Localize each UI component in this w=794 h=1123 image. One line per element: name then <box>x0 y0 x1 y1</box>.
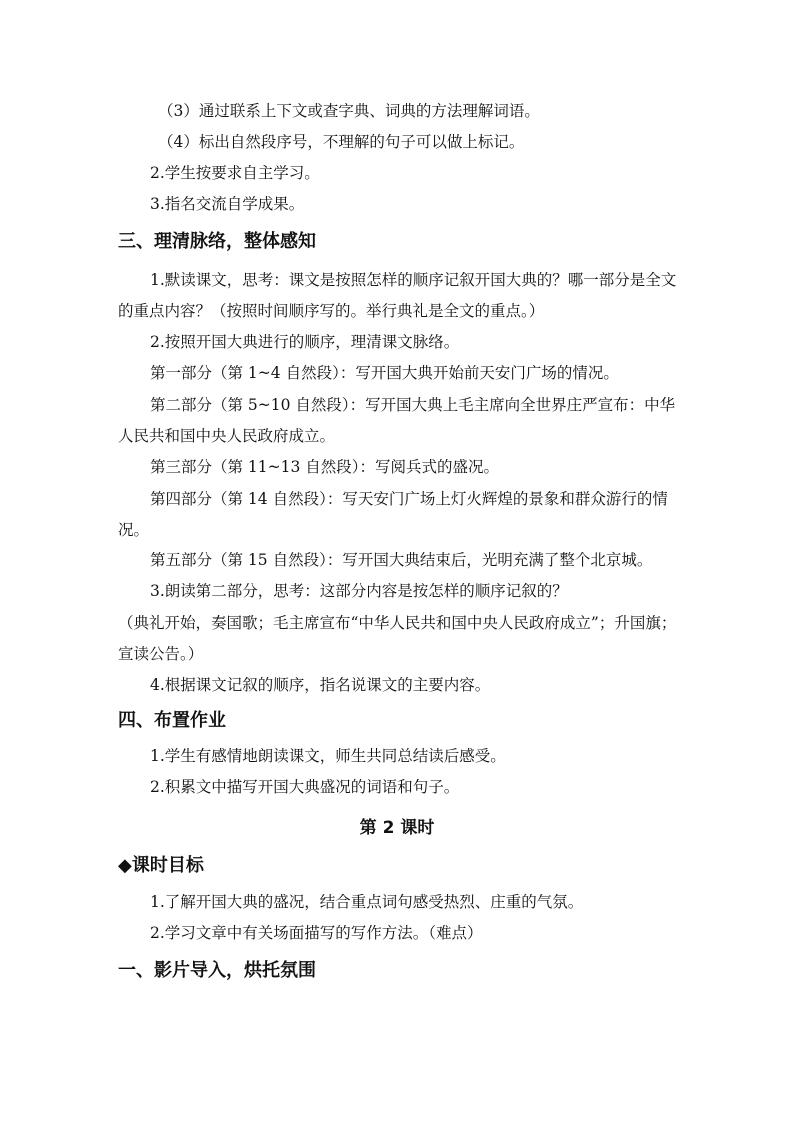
paragraph-homework-1: 1.学生有感情地朗读课文，师生共同总结读后感受。 <box>150 747 506 765</box>
paragraph-read-part-2: 3.朗读第二部分，思考：这部分内容是按怎样的顺序记叙的？ <box>150 582 568 600</box>
paragraph-part-3: 第三部分（第 11~13 自然段）：写阅兵式的盛况。 <box>150 458 500 476</box>
paragraph-homework-2: 2.积累文中描写开国大典盛况的词语和句子。 <box>150 778 460 796</box>
lesson-goal-heading: ◆课时目标 <box>118 855 204 876</box>
paragraph-silent-reading: 1.默读课文，思考：课文是按照怎样的顺序记叙开国大典的？哪一部分是全文的重点内容？（按照时间顺序写的。举行典礼是全文的重点。） <box>118 271 677 320</box>
paragraph-ceremony-order: （典礼开始，奏国歌；毛主席宣布“中华人民共和国中央人民政府成立”；升国旗；宣读公告。） <box>118 614 677 663</box>
paragraph-goal-1: 1.了解开国大典的盛况，结合重点词句感受热烈、庄重的气氛。 <box>150 893 584 911</box>
paragraph-self-study: 2.学生按要求自主学习。 <box>150 164 320 182</box>
section-heading-4: 四、布置作业 <box>118 710 226 731</box>
paragraph-step-4: （4）标出自然段序号，不理解的句子可以做上标记。 <box>158 133 525 151</box>
paragraph-part-1: 第一部分（第 1~4 自然段）：写开国大典开始前天安门广场的情况。 <box>150 364 619 382</box>
section-heading-3: 三、理清脉络，整体感知 <box>118 231 316 252</box>
lesson-title: 第 2 课时 <box>359 818 435 838</box>
paragraph-main-content: 4.根据课文记叙的顺序，指名说课文的主要内容。 <box>150 676 491 694</box>
paragraph-part-4: 第四部分（第 14 自然段）：写天安门广场上灯火辉煌的景象和群众游行的情况。 <box>118 490 668 539</box>
section-heading-1: 一、影片导入，烘托氛围 <box>118 960 316 981</box>
paragraph-part-2: 第二部分（第 5~10 自然段）：写开国大典上毛主席向全世界庄严宣布：中华人民共和国中央人民政府成立。 <box>118 396 676 445</box>
paragraph-step-3: （3）通过联系上下文或查字典、词典的方法理解词语。 <box>158 102 540 120</box>
paragraph-share-results: 3.指名交流自学成果。 <box>150 195 305 213</box>
paragraph-part-5: 第五部分（第 15 自然段）：写开国大典结束后，光明充满了整个北京城。 <box>150 551 653 569</box>
paragraph-text-structure: 2.按照开国大典进行的顺序，理清课文脉络。 <box>150 333 460 351</box>
paragraph-goal-2: 2.学习文章中有关场面描写的写作方法。（难点） <box>150 924 483 942</box>
